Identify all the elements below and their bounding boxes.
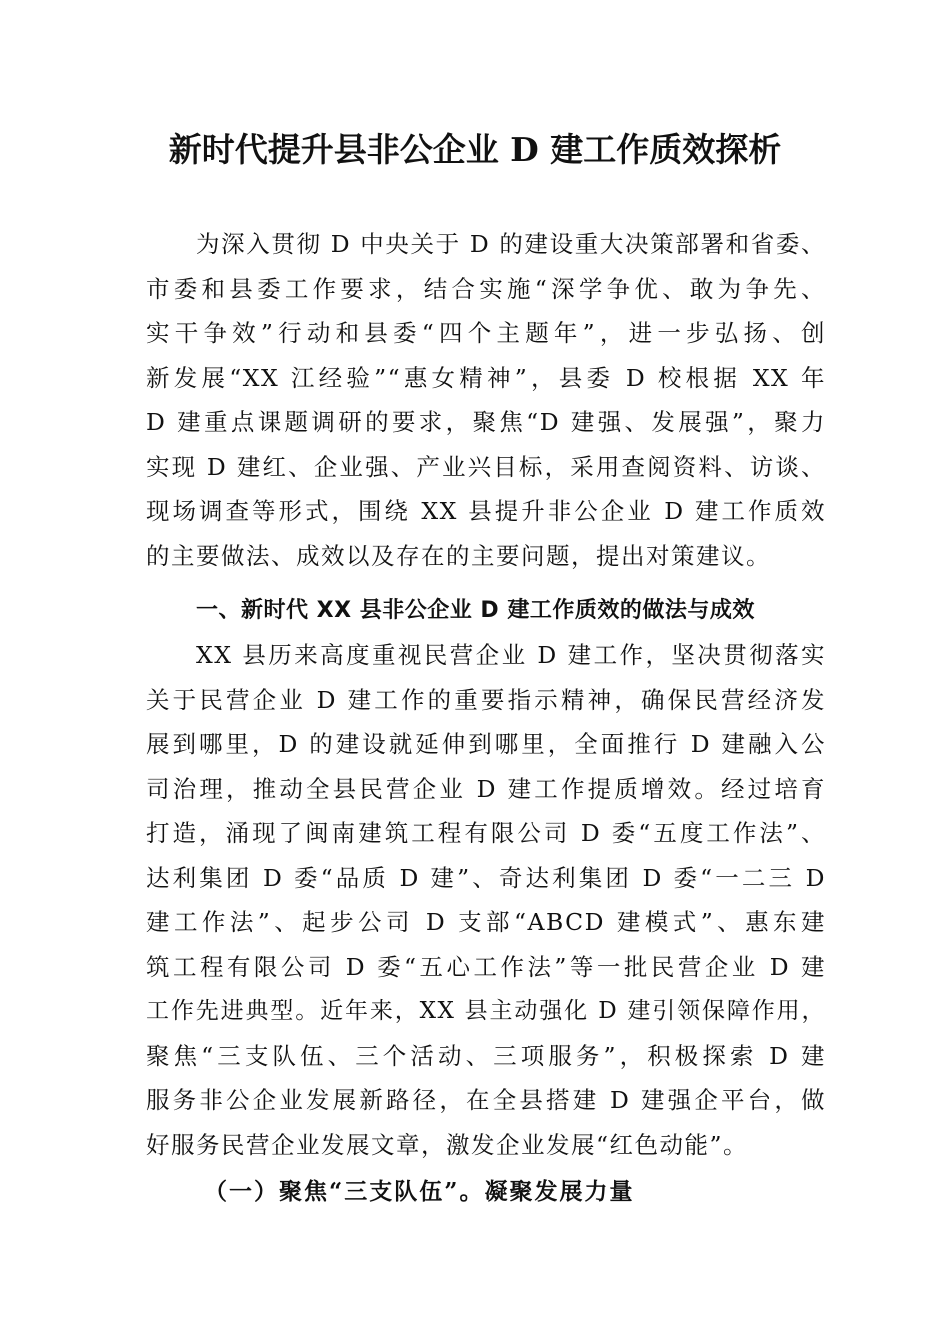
- paragraph-line: 好服务民营企业发展文章，激发企业发展“红色动能”。: [146, 1130, 749, 1159]
- paragraph-line: 现场调查等形式，围绕 XX 县提升非公企业 D 建工作质效: [146, 497, 826, 525]
- paragraph-line: 实现 D 建红、企业强、产业兴目标，采用查阅资料、访谈、: [146, 452, 826, 481]
- paragraph-line: 服务非公企业发展新路径，在全县搭建 D 建强企平台，做: [146, 1086, 826, 1114]
- paragraph-line: 为深入贯彻 D 中央关于 D 的建设重大决策部署和省委、: [196, 230, 826, 258]
- paragraph-line: 达利集团 D 委“品质 D 建”、奇达利集团 D 委“一二三 D: [146, 863, 826, 892]
- section-heading-1: 一、新时代 XX 县非公企业 D 建工作质效的做法与成效: [196, 598, 755, 623]
- paragraph-line: D 建重点课题调研的要求，聚焦“D 建强、发展强”，聚力: [146, 408, 826, 436]
- paragraph-line: 聚焦“三支队伍、三个活动、三项服务”，积极探索 D 建: [146, 1041, 826, 1070]
- paragraph-line: 建工作法”、起步公司 D 支部“ABCD 建模式”、惠东建: [146, 908, 826, 936]
- paragraph-line: XX 县历来高度重视民营企业 D 建工作，坚决贯彻落实: [196, 641, 826, 669]
- section-heading-2: （一）聚焦“三支队伍”。凝聚发展力量: [204, 1178, 635, 1205]
- document-title: 新时代提升县非公企业 D 建工作质效探析: [168, 130, 782, 169]
- paragraph-line: 筑工程有限公司 D 委“五心工作法”等一批民营企业 D 建: [146, 952, 826, 981]
- paragraph-line: 新发展“XX 江经验”“惠女精神”，县委 D 校根据 XX 年: [146, 363, 826, 392]
- paragraph-line: 实干争效”行动和县委“四个主题年”，进一步弘扬、创: [146, 319, 826, 347]
- paragraph-line: 打造，涌现了闽南建筑工程有限公司 D 委“五度工作法”、: [146, 819, 826, 847]
- paragraph-line: 市委和县委工作要求，结合实施“深学争优、敢为争先、: [146, 274, 826, 303]
- paragraph-line: 工作先进典型。近年来，XX 县主动强化 D 建引领保障作用，: [146, 998, 826, 1024]
- intro-paragraph: [146, 222, 826, 578]
- section-1-paragraph: [146, 633, 826, 1167]
- paragraph-line: 的主要做法、成效以及存在的主要问题，提出对策建议。: [146, 541, 771, 570]
- paragraph-line: 司治理，推动全县民营企业 D 建工作提质增效。经过培育: [146, 774, 826, 803]
- paragraph-line: 展到哪里，D 的建设就延伸到哪里，全面推行 D 建融入公: [146, 730, 826, 758]
- paragraph-line: 关于民营企业 D 建工作的重要指示精神，确保民营经济发: [146, 685, 826, 714]
